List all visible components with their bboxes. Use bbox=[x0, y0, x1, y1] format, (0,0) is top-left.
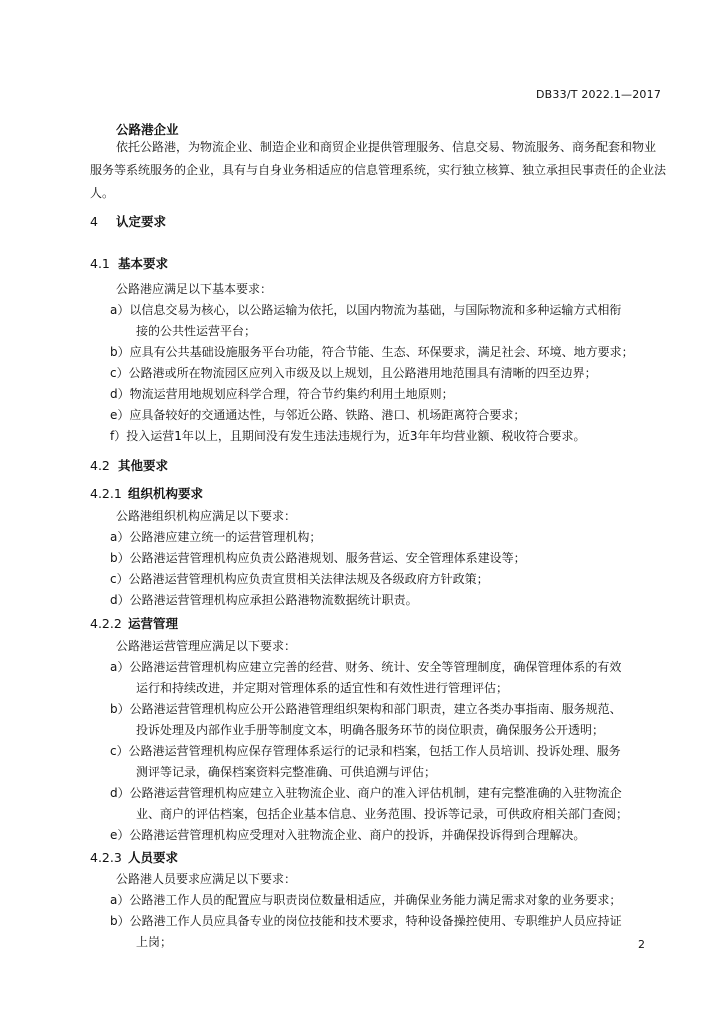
list-item: c）公路港或所在物流园区应列入市级及以上规划，且公路港用地范围具有清晰的四至边界； bbox=[110, 366, 597, 380]
term-title: 公路港企业 bbox=[116, 122, 179, 137]
term-definition: 依托公路港，为物流企业、制造企业和商贸企业提供管理服务、信息交易、物流服务、商务配套和物业服务等系统服务的企业，具有与自身业务相适应的信息管理系统，实行独立核算、独立承担民事责任的企业法人。 bbox=[90, 140, 667, 200]
list-item-continuation: 业、商户的评估档案，包括企业基本信息、业务范围、投诉等记录，可供政府相关部门查阅； bbox=[136, 807, 629, 821]
list-item: c）公路港运营管理机构应保存管理体系运行的记录和档案，包括工作人员培训、投诉处理、服务 bbox=[110, 744, 621, 758]
intro-text: 公路港组织机构应满足以下要求： bbox=[116, 509, 297, 523]
section-title: 基本要求 bbox=[118, 256, 169, 271]
list-item: d）公路港运营管理机构应承担公路港物流数据统计职责。 bbox=[110, 593, 418, 607]
list-item: b）公路港工作人员应具备专业的岗位技能和技术要求，特种设备操控使用、专职维护人员应持证 bbox=[110, 914, 622, 928]
list-item-continuation: 运行和持续改进，并定期对管理体系的适宜性和有效性进行管理评估； bbox=[136, 681, 509, 695]
section-title: 认定要求 bbox=[116, 214, 167, 229]
section-4-heading bbox=[90, 212, 166, 230]
list-item-continuation: 上岗； bbox=[136, 935, 173, 949]
list-item: d）物流运营用地规划应科学合理，符合节约集约利用土地原则； bbox=[110, 387, 454, 401]
section-title: 组织机构要求 bbox=[128, 486, 204, 501]
list-item: c）公路港运营管理机构应负责宣贯相关法律法规及各级政府方针政策； bbox=[110, 572, 489, 586]
section-number: 4.1 bbox=[90, 256, 110, 271]
list-item: b）应具有公共基础设施服务平台功能，符合节能、生态、环保要求，满足社会、环境、地方要求； bbox=[110, 345, 634, 359]
standard-number: DB33/T 2022.1—2017 bbox=[536, 88, 662, 101]
intro-text: 公路港应满足以下基本要求： bbox=[116, 282, 273, 296]
section-4-2-3-heading bbox=[90, 848, 178, 866]
list-item: b）公路港运营管理机构应负责公路港规划、服务营运、安全管理体系建设等； bbox=[110, 551, 526, 565]
list-item: b）公路港运营管理机构应公开公路港管理组织架构和部门职责，建立各类办事指南、服务规范、 bbox=[110, 702, 622, 716]
section-title: 人员要求 bbox=[128, 850, 179, 865]
list-item: d）公路港运营管理机构应建立入驻物流企业、商户的准入评估机制，建有完整准确的入驻物流企 bbox=[110, 786, 622, 800]
section-4-2-2-heading bbox=[90, 614, 178, 632]
list-item: a）以信息交易为核心，以公路运输为依托，以国内物流为基础，与国际物流和多种运输方式相衔 bbox=[110, 303, 622, 317]
section-4-2-1-heading bbox=[90, 484, 203, 502]
list-item: a）公路港工作人员的配置应与职责岗位数量相适应，并确保业务能力满足需求对象的业务要求； bbox=[110, 893, 622, 907]
intro-text: 公路港人员要求应满足以下要求： bbox=[116, 872, 297, 886]
section-4-2-heading bbox=[90, 456, 168, 474]
section-title: 运营管理 bbox=[128, 616, 179, 631]
list-item: e）公路港运营管理机构应受理对入驻物流企业、商户的投诉，并确保投诉得到合理解决。 bbox=[110, 828, 586, 842]
section-number: 4.2.2 bbox=[90, 616, 122, 631]
page-number: 2 bbox=[638, 938, 645, 951]
intro-text: 公路港运营管理应满足以下要求： bbox=[116, 639, 297, 653]
section-title: 其他要求 bbox=[118, 458, 169, 473]
list-item: a）公路港运营管理机构应建立完善的经营、财务、统计、安全等管理制度，确保管理体系的有效 bbox=[110, 660, 622, 674]
list-item-continuation: 测评等记录，确保档案资料完整准确、可供追溯与评估； bbox=[136, 765, 437, 779]
list-item: f）投入运营1年以上，且期间没有发生违法违规行为，近3年年均营业额、税收符合要求。 bbox=[110, 429, 586, 443]
list-item-continuation: 接的公共性运营平台； bbox=[136, 324, 257, 338]
section-number: 4.2 bbox=[90, 458, 110, 473]
list-item: e）应具备较好的交通通达性，与邻近公路、铁路、港口、机场距离符合要求； bbox=[110, 408, 526, 422]
section-number: 4 bbox=[90, 214, 98, 229]
section-4-1-heading bbox=[90, 254, 168, 272]
section-number: 4.2.3 bbox=[90, 850, 122, 865]
list-item-continuation: 投诉处理及内部作业手册等制度文本，明确各服务环节的岗位职责，确保服务公开透明； bbox=[136, 723, 605, 737]
section-number: 4.2.1 bbox=[90, 486, 122, 501]
list-item: a）公路港应建立统一的运营管理机构； bbox=[110, 530, 322, 544]
